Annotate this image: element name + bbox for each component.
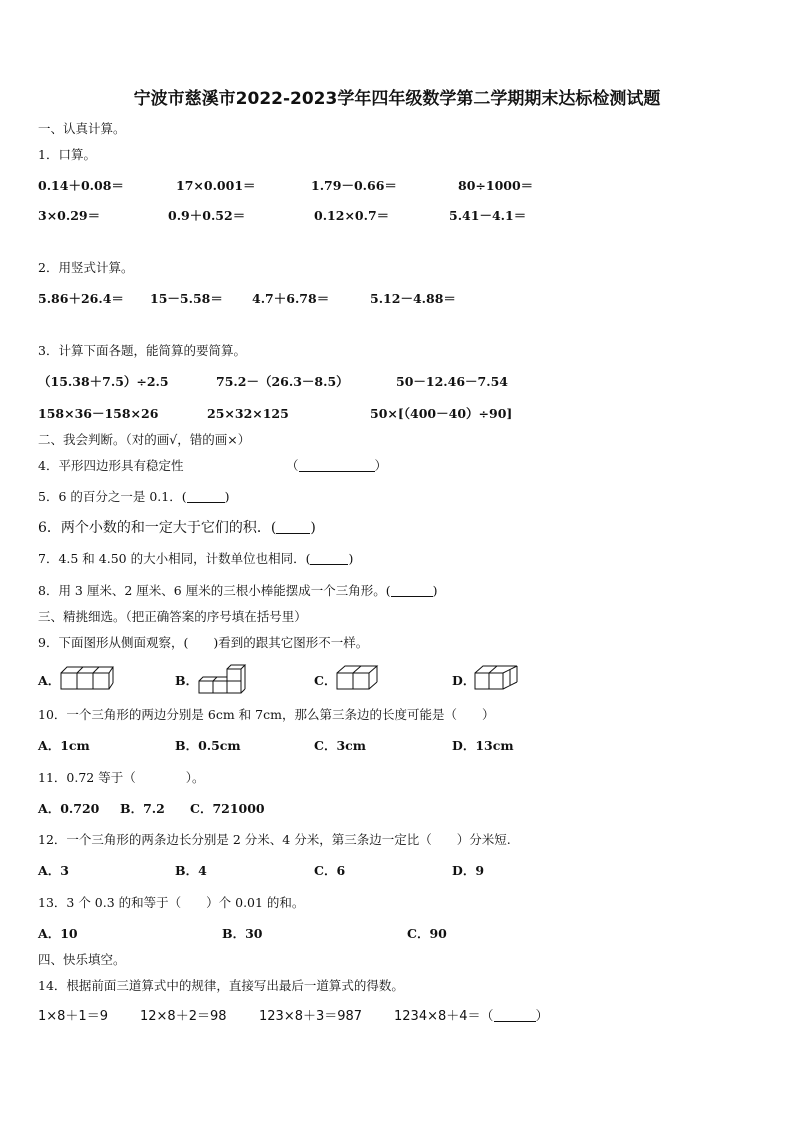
open-paren: （ xyxy=(286,458,299,473)
question-7 xyxy=(38,551,353,567)
q14-answer-line xyxy=(394,1009,549,1025)
q3-item: （15.38＋7.5）÷2.5 xyxy=(38,374,169,389)
q14-item: 12×8＋2＝98 xyxy=(140,1009,227,1024)
q14-item: 123×8＋3＝987 xyxy=(259,1009,363,1024)
q9-option-c[interactable]: C． xyxy=(314,673,337,688)
q2-item: 4.7＋6.78＝ xyxy=(252,291,330,306)
q9-option-a[interactable]: A． xyxy=(38,673,61,688)
q10-option-c[interactable]: C．3cm xyxy=(314,738,366,753)
q12-option-b[interactable]: B．4 xyxy=(175,863,207,878)
close-paren: ) xyxy=(432,583,438,598)
q1-item: 1.79－0.66＝ xyxy=(311,178,397,193)
answer-blank[interactable] xyxy=(391,584,433,597)
q9-option-d[interactable]: D． xyxy=(452,673,476,688)
q13-option-c[interactable]: C．90 xyxy=(407,926,447,941)
question-2: 2．用竖式计算。 xyxy=(38,260,134,275)
q2-item: 5.86＋26.4＝ xyxy=(38,291,124,306)
q1-item: 0.12×0.7＝ xyxy=(314,208,390,223)
q3-item: 75.2－（26.3－8.5） xyxy=(216,374,349,389)
q3-item: 50－12.46－7.54 xyxy=(396,374,508,389)
q14-item: 1×8＋1＝9 xyxy=(38,1009,108,1024)
q1-item: 3×0.29＝ xyxy=(38,208,101,223)
question-4: 4．平形四边形具有稳定性 xyxy=(38,458,184,473)
answer-blank[interactable] xyxy=(187,490,225,503)
section-1-heading: 一、认真计算。 xyxy=(38,121,126,136)
close-paren: ） xyxy=(535,1009,549,1024)
question-4-answer[interactable] xyxy=(286,458,387,474)
question-11: 11．0.72 等于（ ）。 xyxy=(38,770,205,785)
q13-option-a[interactable]: A．10 xyxy=(38,926,78,941)
question-10: 10．一个三角形的两边分别是 6cm 和 7cm，那么第三条边的长度可能是（ ） xyxy=(38,707,495,722)
question-6-text: 6．两个小数的和一定大于它们的积．( xyxy=(38,520,277,536)
q3-item: 158×36－158×26 xyxy=(38,406,159,421)
q14-item: 1234×8＋4＝（ xyxy=(394,1009,494,1024)
section-3-heading: 三、精挑细选。（把正确答案的序号填在括号里） xyxy=(38,609,307,624)
section-2-heading: 二、我会判断。（对的画√，错的画×） xyxy=(38,432,251,447)
question-12: 12．一个三角形的两条边长分别是 2 分米、4 分米，第三条边一定比（ ）分米短. xyxy=(38,832,511,847)
page-title: 宁波市慈溪市2022-2023学年四年级数学第二学期期末达标检测试题 xyxy=(133,89,661,109)
answer-blank[interactable] xyxy=(299,459,375,472)
question-9: 9．下面图形从侧面观察，( )看到的跟其它图形不一样。 xyxy=(38,635,369,650)
cube-figure-a xyxy=(60,664,114,692)
q3-item: 50×[（400－40）÷90] xyxy=(370,406,513,421)
q1-item: 0.9＋0.52＝ xyxy=(168,208,246,223)
answer-blank[interactable] xyxy=(276,521,310,534)
q2-item: 15－5.58＝ xyxy=(150,291,223,306)
q11-option-b[interactable]: B．7.2 xyxy=(120,801,165,816)
close-paren: ) xyxy=(310,520,316,536)
answer-blank[interactable] xyxy=(310,552,348,565)
close-paren: ) xyxy=(348,551,354,566)
answer-blank[interactable] xyxy=(494,1009,536,1022)
q9-option-b[interactable]: B． xyxy=(175,673,199,688)
question-8 xyxy=(38,583,437,599)
q1-item: 5.41－4.1＝ xyxy=(449,208,527,223)
cube-figure-c xyxy=(336,664,380,692)
q10-option-d[interactable]: D．13cm xyxy=(452,738,514,753)
q12-option-a[interactable]: A．3 xyxy=(38,863,69,878)
q1-item: 0.14＋0.08＝ xyxy=(38,178,124,193)
q2-item: 5.12－4.88＝ xyxy=(370,291,456,306)
q11-option-a[interactable]: A．0.720 xyxy=(38,801,100,816)
q12-option-c[interactable]: C．6 xyxy=(314,863,346,878)
cube-figure-d xyxy=(474,664,520,692)
close-paren: ） xyxy=(374,458,388,473)
question-8-text: 8．用 3 厘米、2 厘米、6 厘米的三根小棒能摆成一个三角形。( xyxy=(38,583,391,598)
q10-option-b[interactable]: B．0.5cm xyxy=(175,738,241,753)
q1-item: 80÷1000＝ xyxy=(458,178,534,193)
question-7-text: 7．4.5 和 4.50 的大小相同，计数单位也相同．( xyxy=(38,551,311,566)
q12-option-d[interactable]: D．9 xyxy=(452,863,485,878)
section-4-heading: 四、快乐填空。 xyxy=(38,952,126,967)
question-13: 13．3 个 0.3 的和等于（ ）个 0.01 的和。 xyxy=(38,895,305,910)
q11-option-c[interactable]: C．721000 xyxy=(190,801,265,816)
question-1: 1．口算。 xyxy=(38,147,96,162)
question-5 xyxy=(38,489,230,505)
cube-figure-b xyxy=(198,662,252,694)
q3-item: 25×32×125 xyxy=(207,406,289,421)
close-paren: ) xyxy=(224,489,230,504)
question-5-text: 5．6 的百分之一是 0.1．( xyxy=(38,489,187,504)
question-14: 14．根据前面三道算式中的规律，直接写出最后一道算式的得数。 xyxy=(38,978,404,993)
q13-option-b[interactable]: B．30 xyxy=(222,926,263,941)
question-3: 3．计算下面各题，能简算的要简算。 xyxy=(38,343,246,358)
q10-option-a[interactable]: A．1cm xyxy=(38,738,90,753)
question-6 xyxy=(38,520,316,536)
q1-item: 17×0.001＝ xyxy=(176,178,256,193)
